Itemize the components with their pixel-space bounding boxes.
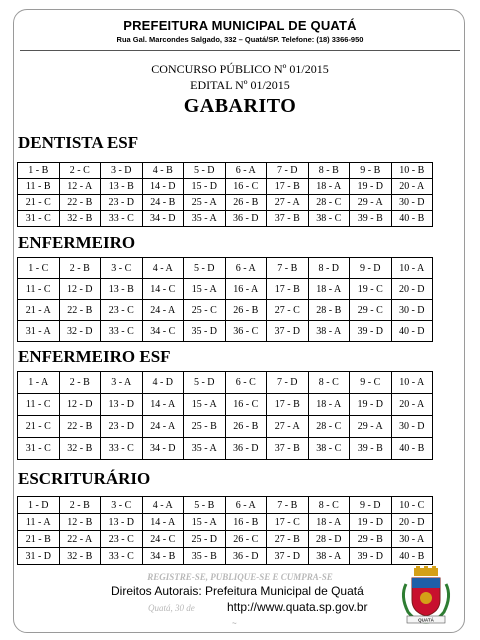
answer-cell: 20 - D [391, 514, 433, 531]
answer-cell: 32 - B [59, 211, 101, 227]
answer-cell: 18 - A [308, 279, 350, 300]
answer-cell: 30 - D [391, 195, 433, 211]
answer-cell: 39 - D [350, 321, 392, 342]
answer-cell: 26 - B [225, 300, 267, 321]
answer-cell: 11 - C [18, 279, 60, 300]
answer-cell: 22 - B [59, 416, 101, 438]
answer-cell: 12 - B [59, 514, 101, 531]
answer-cell: 40 - D [391, 321, 433, 342]
answer-cell: 15 - A [184, 394, 226, 416]
answer-cell: 21 - B [18, 531, 60, 548]
answer-table-escriturario [17, 496, 433, 565]
answer-cell: 5 - D [184, 163, 226, 179]
answer-cell: 31 - C [18, 211, 60, 227]
answer-cell: 7 - B [267, 497, 309, 514]
answer-cell: 22 - A [59, 531, 101, 548]
answer-cell: 16 - B [225, 514, 267, 531]
answer-cell: 19 - D [350, 394, 392, 416]
edital-heading: EDITAL Nº 01/2015 [190, 78, 290, 92]
answer-cell: 37 - D [267, 548, 309, 565]
answer-cell: 32 - B [59, 548, 101, 565]
answer-cell: 30 - D [391, 416, 433, 438]
answer-cell: 18 - A [308, 514, 350, 531]
table-row [18, 438, 433, 460]
answer-cell: 22 - B [59, 300, 101, 321]
answer-cell: 37 - B [267, 211, 309, 227]
answer-cell: 6 - A [225, 497, 267, 514]
answer-cell: 17 - B [267, 279, 309, 300]
table-row [18, 211, 433, 227]
answer-cell: 1 - A [18, 372, 60, 394]
answer-cell: 1 - C [18, 258, 60, 279]
table-row [18, 321, 433, 342]
answer-cell: 28 - C [308, 195, 350, 211]
table-row [18, 372, 433, 394]
table-row [18, 497, 433, 514]
answer-cell: 36 - D [225, 438, 267, 460]
answer-cell: 24 - C [142, 531, 184, 548]
answer-cell: 40 - B [391, 438, 433, 460]
answer-cell: 31 - C [18, 438, 60, 460]
answer-table-enfermeiro-esf [17, 371, 433, 460]
answer-cell: 35 - B [184, 548, 226, 565]
answer-cell: 3 - C [101, 258, 143, 279]
answer-cell: 9 - D [350, 497, 392, 514]
table-row [18, 179, 433, 195]
concurso-heading: CONCURSO PÚBLICO Nº 01/2015 [151, 62, 329, 76]
answer-cell: 37 - D [267, 321, 309, 342]
answer-cell: 14 - A [142, 514, 184, 531]
answer-cell: 17 - B [267, 394, 309, 416]
header-divider [20, 50, 460, 51]
table-row [18, 548, 433, 565]
answer-cell: 23 - C [101, 300, 143, 321]
answer-cell: 12 - A [59, 179, 101, 195]
answer-cell: 5 - D [184, 372, 226, 394]
table-row [18, 416, 433, 438]
answer-cell: 1 - B [18, 163, 60, 179]
answer-cell: 16 - C [225, 179, 267, 195]
answer-cell: 6 - C [225, 372, 267, 394]
answer-cell: 16 - A [225, 279, 267, 300]
answer-table-dentista-esf [17, 162, 433, 227]
answer-cell: 10 - B [391, 163, 433, 179]
answer-cell: 34 - C [142, 321, 184, 342]
answer-cell: 5 - B [184, 497, 226, 514]
municipality-address: Rua Gal. Marcondes Salgado, 332 – Quatá/SP. Telefone: (18) 3366-950 [116, 35, 364, 44]
answer-cell: 26 - C [225, 531, 267, 548]
answer-cell: 29 - A [350, 195, 392, 211]
answer-cell: 39 - D [350, 548, 392, 565]
answer-cell: 20 - D [391, 279, 433, 300]
answer-cell: 23 - C [101, 531, 143, 548]
answer-cell: 25 - D [184, 531, 226, 548]
answer-cell: 6 - A [225, 163, 267, 179]
answer-cell: 15 - A [184, 514, 226, 531]
answer-cell: 37 - B [267, 438, 309, 460]
answer-cell: 31 - D [18, 548, 60, 565]
answer-cell: 13 - D [101, 394, 143, 416]
answer-cell: 27 - A [267, 195, 309, 211]
answer-cell: 40 - B [391, 548, 433, 565]
answer-cell: 26 - B [225, 416, 267, 438]
table-row [18, 394, 433, 416]
answer-cell: 21 - C [18, 195, 60, 211]
answer-cell: 18 - A [308, 179, 350, 195]
answer-cell: 2 - C [59, 163, 101, 179]
answer-cell: 24 - B [142, 195, 184, 211]
answer-cell: 34 - D [142, 438, 184, 460]
answer-cell: 20 - A [391, 179, 433, 195]
answer-cell: 8 - B [308, 163, 350, 179]
answer-cell: 2 - B [59, 258, 101, 279]
answer-cell: 33 - C [101, 548, 143, 565]
answer-cell: 33 - C [101, 211, 143, 227]
answer-cell: 29 - B [350, 531, 392, 548]
table-row [18, 258, 433, 279]
answer-cell: 23 - D [101, 195, 143, 211]
answer-cell: 16 - C [225, 394, 267, 416]
table-row [18, 163, 433, 179]
table-row [18, 279, 433, 300]
answer-cell: 33 - C [101, 321, 143, 342]
answer-cell: 36 - D [225, 548, 267, 565]
answer-cell: 36 - C [225, 321, 267, 342]
gabarito-title: GABARITO [183, 95, 297, 117]
answer-cell: 39 - B [350, 438, 392, 460]
answer-cell: 15 - D [184, 179, 226, 195]
answer-cell: 3 - D [101, 163, 143, 179]
crest-banner-text: QUATÁ [418, 617, 434, 623]
answer-cell: 35 - A [184, 438, 226, 460]
answer-cell: 29 - C [350, 300, 392, 321]
section-title-escriturario: ESCRITURÁRIO [18, 469, 151, 488]
answer-cell: 35 - D [184, 321, 226, 342]
answer-cell: 4 - B [142, 163, 184, 179]
section-title-dentista-esf: DENTISTA ESF [18, 133, 139, 152]
answer-cell: 9 - D [350, 258, 392, 279]
answer-cell: 27 - C [267, 300, 309, 321]
answer-cell: 9 - C [350, 372, 392, 394]
answer-cell: 7 - D [267, 163, 309, 179]
answer-cell: 38 - C [308, 438, 350, 460]
answer-cell: 10 - A [391, 258, 433, 279]
answer-cell: 33 - C [101, 438, 143, 460]
answer-cell: 28 - D [308, 531, 350, 548]
answer-cell: 8 - C [308, 372, 350, 394]
answer-cell: 10 - C [391, 497, 433, 514]
answer-cell: 13 - D [101, 514, 143, 531]
answer-cell: 25 - A [184, 195, 226, 211]
answer-cell: 15 - A [184, 279, 226, 300]
answer-cell: 9 - B [350, 163, 392, 179]
answer-cell: 30 - D [391, 300, 433, 321]
answer-cell: 14 - D [142, 179, 184, 195]
answer-cell: 29 - A [350, 416, 392, 438]
answer-cell: 17 - C [267, 514, 309, 531]
answer-cell: 20 - A [391, 394, 433, 416]
answer-cell: 32 - D [59, 321, 101, 342]
answer-cell: 27 - B [267, 531, 309, 548]
answer-cell: 13 - B [101, 279, 143, 300]
answer-cell: 22 - B [59, 195, 101, 211]
answer-cell: 11 - C [18, 394, 60, 416]
answer-cell: 4 - D [142, 372, 184, 394]
answer-cell: 25 - B [184, 416, 226, 438]
answer-cell: 18 - A [308, 394, 350, 416]
section-title-enfermeiro-esf: ENFERMEIRO ESF [18, 347, 171, 366]
table-row [18, 300, 433, 321]
answer-cell: 17 - B [267, 179, 309, 195]
answer-cell: 19 - D [350, 179, 392, 195]
answer-cell: 8 - D [308, 258, 350, 279]
answer-cell: 2 - B [59, 372, 101, 394]
answer-cell: 1 - D [18, 497, 60, 514]
answer-cell: 38 - A [308, 321, 350, 342]
answer-cell: 28 - B [308, 300, 350, 321]
website-link[interactable]: http://www.quata.sp.gov.br [224, 599, 371, 615]
answer-cell: 10 - A [391, 372, 433, 394]
answer-cell: 11 - B [18, 179, 60, 195]
answer-cell: 23 - D [101, 416, 143, 438]
answer-cell: 34 - D [142, 211, 184, 227]
answer-cell: 38 - C [308, 211, 350, 227]
answer-cell: 19 - D [350, 514, 392, 531]
answer-cell: 12 - D [59, 279, 101, 300]
answer-cell: 36 - D [225, 211, 267, 227]
municipal-coat-of-arms-icon [398, 566, 454, 626]
date-line: Quatá, 30 de [148, 603, 195, 613]
answer-cell: 21 - C [18, 416, 60, 438]
answer-cell: 28 - C [308, 416, 350, 438]
answer-cell: 19 - C [350, 279, 392, 300]
answer-cell: 4 - A [142, 497, 184, 514]
answer-table-enfermeiro [17, 257, 433, 342]
answer-cell: 38 - A [308, 548, 350, 565]
answer-cell: 3 - A [101, 372, 143, 394]
answer-cell: 35 - A [184, 211, 226, 227]
answer-cell: 21 - A [18, 300, 60, 321]
answer-cell: 24 - A [142, 300, 184, 321]
answer-cell: 25 - C [184, 300, 226, 321]
answer-cell: 14 - A [142, 394, 184, 416]
answer-cell: 7 - D [267, 372, 309, 394]
answer-cell: 13 - B [101, 179, 143, 195]
table-row [18, 195, 433, 211]
answer-cell: 39 - B [350, 211, 392, 227]
municipality-title: PREFEITURA MUNICIPAL DE QUATÁ [123, 18, 357, 33]
answer-cell: 4 - A [142, 258, 184, 279]
answer-cell: 2 - B [59, 497, 101, 514]
table-row [18, 514, 433, 531]
answer-cell: 34 - B [142, 548, 184, 565]
answer-cell: 8 - C [308, 497, 350, 514]
answer-cell: 5 - D [184, 258, 226, 279]
answer-cell: 7 - B [267, 258, 309, 279]
answer-cell: 12 - D [59, 394, 101, 416]
answer-cell: 6 - A [225, 258, 267, 279]
answer-cell: 30 - A [391, 531, 433, 548]
page-mark: ~ [232, 619, 237, 628]
answer-cell: 32 - B [59, 438, 101, 460]
answer-cell: 40 - B [391, 211, 433, 227]
answer-cell: 11 - A [18, 514, 60, 531]
answer-cell: 26 - B [225, 195, 267, 211]
answer-cell: 31 - A [18, 321, 60, 342]
answer-cell: 3 - C [101, 497, 143, 514]
copyright-watermark: Direitos Autorais: Prefeitura Municipal de Quatá [108, 583, 367, 599]
publish-notice: REGISTRE-SE, PUBLIQUE-SE E CUMPRA-SE [147, 572, 333, 582]
section-title-enfermeiro: ENFERMEIRO [18, 233, 136, 252]
table-row [18, 531, 433, 548]
answer-cell: 24 - A [142, 416, 184, 438]
answer-cell: 14 - C [142, 279, 184, 300]
answer-cell: 27 - A [267, 416, 309, 438]
